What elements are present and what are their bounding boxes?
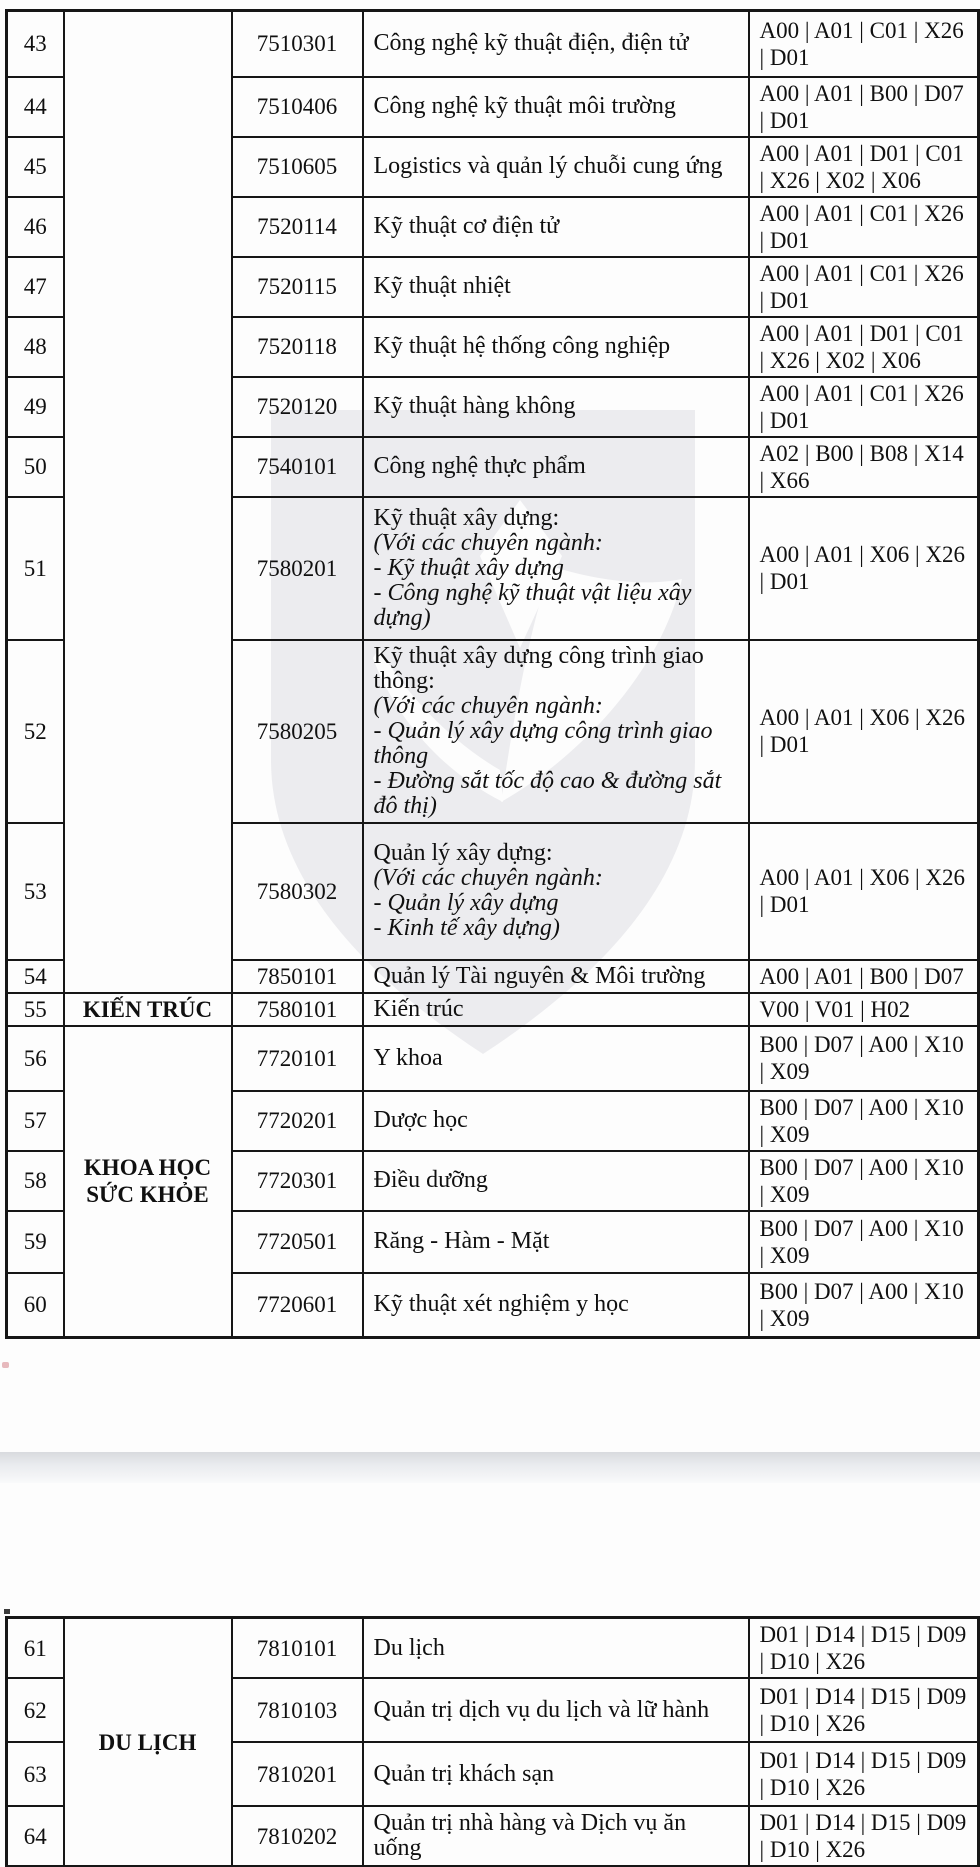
major-name-cell <box>363 77 749 137</box>
major-name-text: Quản trị dịch vụ du lịch và lữ hành <box>373 1696 710 1723</box>
exam-combination-line: | D01 <box>759 732 810 757</box>
major-name-cell <box>363 11 749 77</box>
row-number-cell: 46 <box>7 197 64 257</box>
exam-combination-cell <box>749 1026 979 1091</box>
major-name-text: Dược học <box>373 1107 468 1133</box>
major-name-cell <box>363 1026 749 1091</box>
faculty-cell: KIẾN TRÚC <box>64 993 232 1026</box>
major-name-text: Kỹ thuật xây dựng: <box>373 504 560 531</box>
major-name-cell <box>363 640 749 823</box>
major-code-cell: 7520120 <box>232 377 363 437</box>
major-code-cell: 7720301 <box>232 1151 363 1211</box>
major-name-cell <box>363 1091 749 1151</box>
exam-combination-line: A00 | A01 | X06 | X26 <box>759 865 965 890</box>
major-name-text: Kỹ thuật nhiệt <box>373 273 511 299</box>
major-specialization-text: (Với các chuyên ngành: <box>373 865 603 891</box>
major-name-cell <box>363 1618 749 1679</box>
row-number-cell: 63 <box>7 1742 64 1806</box>
exam-combination-line: A00 | A01 | D01 | C01 <box>759 320 964 346</box>
major-name-cell <box>363 137 749 197</box>
major-name-cell <box>363 1151 749 1211</box>
row-number-cell: 48 <box>7 317 64 377</box>
major-name-text: Công nghệ kỹ thuật điện, điện tử <box>373 30 689 57</box>
major-specialization-text: - Đường sắt tốc độ cao & đường sắt đô thị) <box>373 767 722 819</box>
major-code-cell: 7720101 <box>232 1026 363 1091</box>
major-name-cell <box>363 377 749 437</box>
faculty-cell: DU LỊCH <box>64 1618 232 1867</box>
major-name-cell <box>363 1211 749 1273</box>
exam-combination-line: A00 | A01 | C01 | X26 <box>759 17 964 43</box>
exam-combination-line: A00 | A01 | X06 | X26 <box>759 542 965 567</box>
major-name-cell <box>363 1678 749 1742</box>
major-name-cell <box>363 197 749 257</box>
row-number-cell: 56 <box>7 1026 64 1091</box>
majors-table <box>5 1616 980 1867</box>
exam-combination-line: | X09 <box>759 1059 810 1084</box>
row-number-cell: 55 <box>7 993 64 1026</box>
major-specialization-text: (Với các chuyên ngành: <box>373 529 603 556</box>
exam-combination-line: D01 | D14 | D15 | D09 <box>759 1622 967 1647</box>
major-name-text: Du lịch <box>373 1634 445 1661</box>
major-code-cell: 7810201 <box>232 1742 363 1806</box>
exam-combination-line: | D10 | X26 <box>759 1649 866 1674</box>
exam-combination-cell <box>749 1091 979 1151</box>
exam-combination-line: | D01 <box>759 407 810 433</box>
exam-combination-line: | D01 <box>759 107 810 133</box>
exam-combination-line: | D01 <box>759 892 810 917</box>
exam-combination-cell <box>749 1151 979 1211</box>
major-name-cell <box>363 317 749 377</box>
major-name-text: Công nghệ thực phẩm <box>373 453 586 479</box>
row-number-cell: 47 <box>7 257 64 317</box>
exam-combination-line: A00 | A01 | B00 | D07 <box>759 80 964 106</box>
major-code-cell: 7520114 <box>232 197 363 257</box>
major-code-cell: 7810103 <box>232 1678 363 1742</box>
major-specialization-text: - Kỹ thuật xây dựng <box>373 554 564 581</box>
row-number-cell: 52 <box>7 640 64 823</box>
faculty-cell <box>64 11 232 993</box>
major-code-cell: 7580205 <box>232 640 363 823</box>
exam-combination-cell <box>749 1806 979 1867</box>
exam-combination-line: | D10 | X26 <box>759 1711 866 1736</box>
row-number-cell: 44 <box>7 77 64 137</box>
major-name-text: Điều dưỡng <box>373 1167 488 1193</box>
exam-combination-cell <box>749 257 979 317</box>
exam-combination-line: | X09 <box>759 1121 810 1147</box>
faculty-cell: KHOA HỌC SỨC KHỎE <box>64 1026 232 1338</box>
major-code-cell: 7810202 <box>232 1806 363 1867</box>
major-name-text: Kỹ thuật xây dựng công trình giao thông: <box>373 642 704 694</box>
major-code-cell: 7520115 <box>232 257 363 317</box>
major-specialization-text: - Kinh tế xây dựng) <box>373 915 560 941</box>
major-name-cell <box>363 497 749 640</box>
exam-combination-line: | X09 <box>759 1242 810 1268</box>
row-number-cell: 45 <box>7 137 64 197</box>
exam-combination-line: B00 | D07 | A00 | X10 <box>759 1278 964 1304</box>
exam-combination-cell <box>749 1211 979 1273</box>
row-number-cell: 43 <box>7 11 64 77</box>
exam-combination-cell <box>749 137 979 197</box>
exam-combination-line: | X09 <box>759 1181 810 1207</box>
exam-combination-line: | D10 | X26 <box>759 1775 866 1800</box>
artifact-red-dot <box>2 1362 9 1368</box>
major-code-cell: 7510301 <box>232 11 363 77</box>
exam-combination-line: V00 | V01 | H02 <box>759 996 911 1022</box>
major-name-text: Công nghệ kỹ thuật môi trường <box>373 93 676 119</box>
major-name-text: Kỹ thuật cơ điện tử <box>373 213 560 239</box>
major-name-text: Kỹ thuật hàng không <box>373 393 576 419</box>
exam-combination-cell <box>749 1678 979 1742</box>
exam-combination-cell <box>749 11 979 77</box>
major-name-cell <box>363 960 749 993</box>
major-code-cell: 7810101 <box>232 1618 363 1679</box>
major-code-cell: 7580101 <box>232 993 363 1026</box>
major-name-cell <box>363 1806 749 1867</box>
row-number-cell: 50 <box>7 437 64 497</box>
exam-combination-cell <box>749 960 979 993</box>
exam-combination-cell <box>749 497 979 640</box>
artifact-black-dot <box>4 1609 10 1614</box>
table-row <box>7 1026 979 1091</box>
exam-combination-line: B00 | D07 | A00 | X10 <box>759 1094 964 1120</box>
major-name-cell <box>363 993 749 1026</box>
row-number-cell: 61 <box>7 1618 64 1679</box>
exam-combination-line: | D01 <box>759 287 810 313</box>
majors-table-page1 <box>5 9 980 1339</box>
exam-combination-line: | D01 <box>759 44 810 70</box>
row-number-cell: 54 <box>7 960 64 993</box>
table-row <box>7 11 979 77</box>
exam-combination-cell <box>749 1273 979 1338</box>
major-code-cell: 7720201 <box>232 1091 363 1151</box>
exam-combination-cell <box>749 377 979 437</box>
majors-table <box>5 9 980 1339</box>
major-name-cell <box>363 1273 749 1338</box>
exam-combination-line: D01 | D14 | D15 | D09 <box>759 1748 967 1773</box>
exam-combination-line: B00 | D07 | A00 | X10 <box>759 1215 964 1241</box>
major-name-text: Quản trị nhà hàng và Dịch vụ ăn uống <box>373 1810 687 1861</box>
exam-combination-cell <box>749 437 979 497</box>
major-name-cell <box>363 1742 749 1806</box>
major-name-text: Kỹ thuật hệ thống công nghiệp <box>373 333 671 359</box>
exam-combination-line: | D01 <box>759 569 810 594</box>
row-number-cell: 51 <box>7 497 64 640</box>
table-row <box>7 1618 979 1679</box>
major-code-cell: 7720501 <box>232 1211 363 1273</box>
exam-combination-cell <box>749 77 979 137</box>
exam-combination-line: A02 | B00 | B08 | X14 <box>759 440 964 466</box>
exam-combination-line: B00 | D07 | A00 | X10 <box>759 1032 964 1057</box>
exam-combination-line: | X26 | X02 | X06 <box>759 347 921 373</box>
major-name-text: Y khoa <box>373 1044 443 1071</box>
major-code-cell: 7580201 <box>232 497 363 640</box>
row-number-cell: 53 <box>7 823 64 960</box>
exam-combination-line: A00 | A01 | C01 | X26 <box>759 200 964 226</box>
row-number-cell: 62 <box>7 1678 64 1742</box>
major-name-text: Kỹ thuật xét nghiệm y học <box>373 1291 629 1318</box>
page-break-band <box>0 1452 980 1483</box>
exam-combination-cell <box>749 1742 979 1806</box>
row-number-cell: 60 <box>7 1273 64 1338</box>
exam-combination-cell <box>749 197 979 257</box>
row-number-cell: 58 <box>7 1151 64 1211</box>
major-name-cell <box>363 823 749 960</box>
exam-combination-cell <box>749 640 979 823</box>
table-row <box>7 993 979 1026</box>
exam-combination-cell <box>749 1618 979 1679</box>
exam-combination-line: A00 | A01 | D01 | C01 <box>759 140 964 166</box>
exam-combination-line: | X26 | X02 | X06 <box>759 167 921 193</box>
exam-combination-line: D01 | D14 | D15 | D09 <box>759 1684 967 1709</box>
major-code-cell: 7720601 <box>232 1273 363 1338</box>
exam-combination-cell <box>749 823 979 960</box>
major-code-cell: 7850101 <box>232 960 363 993</box>
major-name-cell <box>363 257 749 317</box>
exam-combination-line: A00 | A01 | X06 | X26 <box>759 705 965 730</box>
major-name-text: Logistics và quản lý chuỗi cung ứng <box>373 153 723 179</box>
major-specialization-text: - Công nghệ kỹ thuật vật liệu xây dựng) <box>373 579 692 631</box>
major-code-cell: 7520118 <box>232 317 363 377</box>
major-name-text: Quản lý Tài nguyên & Môi trường <box>373 962 706 989</box>
major-name-text: Răng - Hàm - Mặt <box>373 1228 550 1254</box>
exam-combination-line: A00 | A01 | B00 | D07 <box>759 963 964 989</box>
exam-combination-line: | X66 <box>759 467 810 493</box>
exam-combination-line: | D10 | X26 <box>759 1837 866 1862</box>
major-specialization-text: - Quản lý xây dựng công trình giao thông <box>373 717 713 769</box>
major-name-cell <box>363 437 749 497</box>
major-code-cell: 7540101 <box>232 437 363 497</box>
major-code-cell: 7580302 <box>232 823 363 960</box>
exam-combination-cell <box>749 317 979 377</box>
majors-table-page2 <box>5 1616 980 1867</box>
exam-combination-line: A00 | A01 | C01 | X26 <box>759 260 964 286</box>
exam-combination-line: B00 | D07 | A00 | X10 <box>759 1154 964 1180</box>
exam-combination-line: | X09 <box>759 1305 810 1331</box>
row-number-cell: 64 <box>7 1806 64 1867</box>
major-code-cell: 7510406 <box>232 77 363 137</box>
major-specialization-text: (Với các chuyên ngành: <box>373 692 603 719</box>
exam-combination-line: D01 | D14 | D15 | D09 <box>759 1810 967 1835</box>
major-name-text: Kiến trúc <box>373 995 464 1022</box>
exam-combination-cell <box>749 993 979 1026</box>
exam-combination-line: A00 | A01 | C01 | X26 <box>759 380 964 406</box>
exam-combination-line: | D01 <box>759 227 810 253</box>
row-number-cell: 59 <box>7 1211 64 1273</box>
major-specialization-text: - Quản lý xây dựng <box>373 890 559 916</box>
major-code-cell: 7510605 <box>232 137 363 197</box>
row-number-cell: 49 <box>7 377 64 437</box>
row-number-cell: 57 <box>7 1091 64 1151</box>
major-name-text: Quản lý xây dựng: <box>373 840 553 866</box>
major-name-text: Quản trị khách sạn <box>373 1760 555 1787</box>
